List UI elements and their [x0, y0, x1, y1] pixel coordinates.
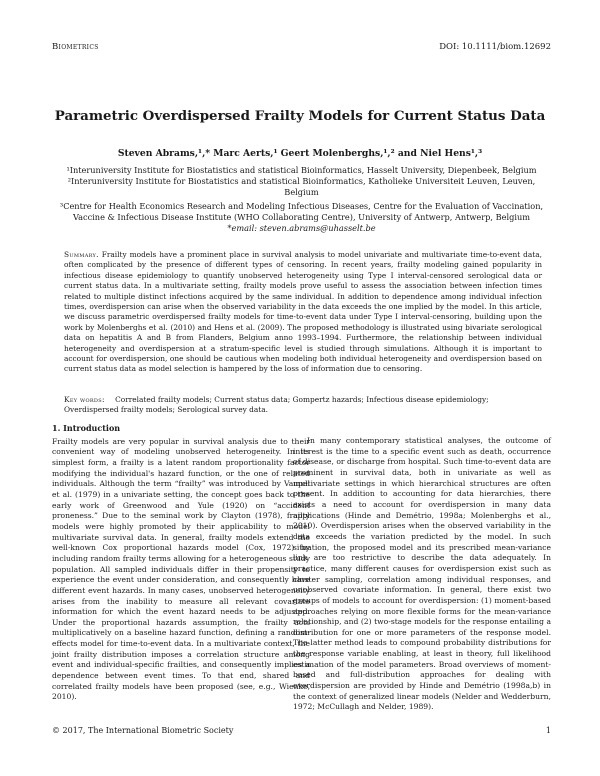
page-number: 1	[545, 726, 551, 735]
abstract-text: Frailty models have a prominent place in survival analysis to model univariate and multivariate time-to-event data, often complicated by the presence of different types of censoring. In recent years, frailty modeling gained popularity in infectious disease epidemiology to quantify unobserved heterogeneity using Type I interval-censored serological data or current status data. In a multivariate setting, frailty models prove useful to assess the association between infection times related to multiple distinct infections acquired by the same individual. In addition to dependence among individual infection times, overdispersion can arise when the observed variability in the data exceeds the one implied by the model. In this article, we discuss parametric overdispersed frailty models for time-to-event data under Type I interval-censoring, building upon the work by Molenberghs et al. (2010) and Hens et al. (2009). The proposed methodology is illustrated using bivariate serological data on hepatitis A and B from Flanders, Belgium anno 1993–1994. Furthermore, the relationship between individual heterogeneity and overdispersion at a stratum-specific level is studied through simulations. Although it is important to account for overdispersion, one should be cautious when modeling both individual heterogeneity and overdispersion based on current status data as model selection is hampered by the loss of information due to censoring.	[64, 250, 542, 374]
affiliation-3: ³Centre for Health Economics Research and Modeling Infectious Diseases, Centre for the Evaluation of Vaccination, Vaccine & Infectious Disease Institute (WHO Collaborating Centre), University of Antwerp, Antwerp, Belgium	[59, 201, 544, 222]
keywords-label: Key words:	[64, 395, 105, 404]
paper-title: Parametric Overdispersed Frailty Models for Current Status Data	[54, 108, 546, 124]
abstract-label: Summary.	[64, 250, 99, 259]
keywords	[64, 395, 542, 416]
column-left	[52, 423, 310, 703]
doi-link[interactable]: DOI: 10.1111/biom.12692	[439, 42, 551, 52]
affiliations	[52, 165, 551, 234]
author-list: Steven Abrams,¹,* Marc Aerts,¹ Geert Molenberghs,¹,² and Niel Hens¹,³	[117, 148, 483, 159]
keywords-text: Correlated frailty models; Current status data; Gompertz hazards; Infectious disease epidemiology; Overdispersed frailty models; Serological survey data.	[64, 395, 489, 415]
journal-name: Biometrics	[52, 42, 99, 52]
intro-paragraph-left: Frailty models are very popular in survival analysis due to their convenient way of modeling unobserved heterogeneity. In its simplest form, a frailty is a latent random proportionality factor modifying the individual's hazard function, or the one of related individuals. Although the term “frailty” was introduced by Vaupel et al. (1979) in a univariate setting, the concept goes back to the early work of Greenwood and Yule (1920) on “accident proneness.” Due to the seminal work by Clayton (1978), frailty models were highly promoted by their applicability to model multivariate survival data. In general, frailty models extend the well-known Cox proportional hazards model (Cox, 1972) by including random frailty terms allowing for a heterogeneous study population. All sampled individuals differ in their propensity to experience the event under consideration, and consequently have different event hazards. In many cases, unobserved heterogeneity arises from the inability to measure all relevant covariate information for which the event hazard needs to be adjusted. Under the proportional hazards assumption, the frailty acts multiplicatively on a baseline hazard function, defining a random-effects model for time-to-event data. In a multivariate context, the joint frailty distribution imposes a correlation structure among event and individual-specific frailties, and consequently implies a dependence between event times. To that end, shared and correlated frailty models have been proposed (see, e.g., Wienke, 2010).	[52, 436, 310, 702]
corresponding-email[interactable]: *email: steven.abrams@uhasselt.be	[227, 223, 376, 233]
running-header	[52, 42, 551, 54]
section-heading: 1. Introduction	[52, 423, 121, 433]
copyright-notice: © 2017, The International Biometric Society	[52, 726, 234, 735]
affiliation-1: ¹Interuniversity Institute for Biostatistics and statistical Bioinformatics, Hasselt University, Diepenbeek, Belgium	[66, 165, 537, 175]
column-right	[293, 436, 551, 713]
affiliation-2: ²Interuniversity Institute for Biostatistics and statistical Bioinformatics, Katholieke Universiteit Leuven, Leuven, Belgium	[67, 176, 536, 197]
abstract	[64, 250, 542, 375]
intro-paragraph-right: In many contemporary statistical analyses, the outcome of interest is the time to a specific event such as death, occurrence of disease, or discharge from hospital. Such time-to-event data are prominent in survival data, both in univariate as well as multivariate settings in which hierarchical structures are often present. In addition to accounting for data hierarchies, there exists a need to account for overdispersion in many data applications (Hinde and Demétrio, 1998a; Molenberghs et al., 2010). Overdispersion arises when the observed variability in the data exceeds the variation predicted by the model. In such situation, the proposed model and its prescribed mean-variance link are too restrictive to describe the data adequately. In practice, many different causes for overdispersion exist such as cluster sampling, correlation among individual responses, and unobserved covariate information. In general, there exist two groups of models to account for overdispersion: (1) moment-based approaches relying on more flexible forms for the mean-variance relationship, and (2) two-stage models for the response entailing a distribution for one or more parameters of the response model. The latter method leads to compound probability distributions for the response variable enabling, at least in theory, full likelihood estimation of the model parameters. Broad overviews of moment-based and full-distribution approaches for dealing with overdispersion are provided by Hinde and Demétrio (1998a,b) in the context of generalized linear models (Nelder and Wedderburn, 1972; McCullagh and Nelder, 1989).	[293, 436, 551, 712]
